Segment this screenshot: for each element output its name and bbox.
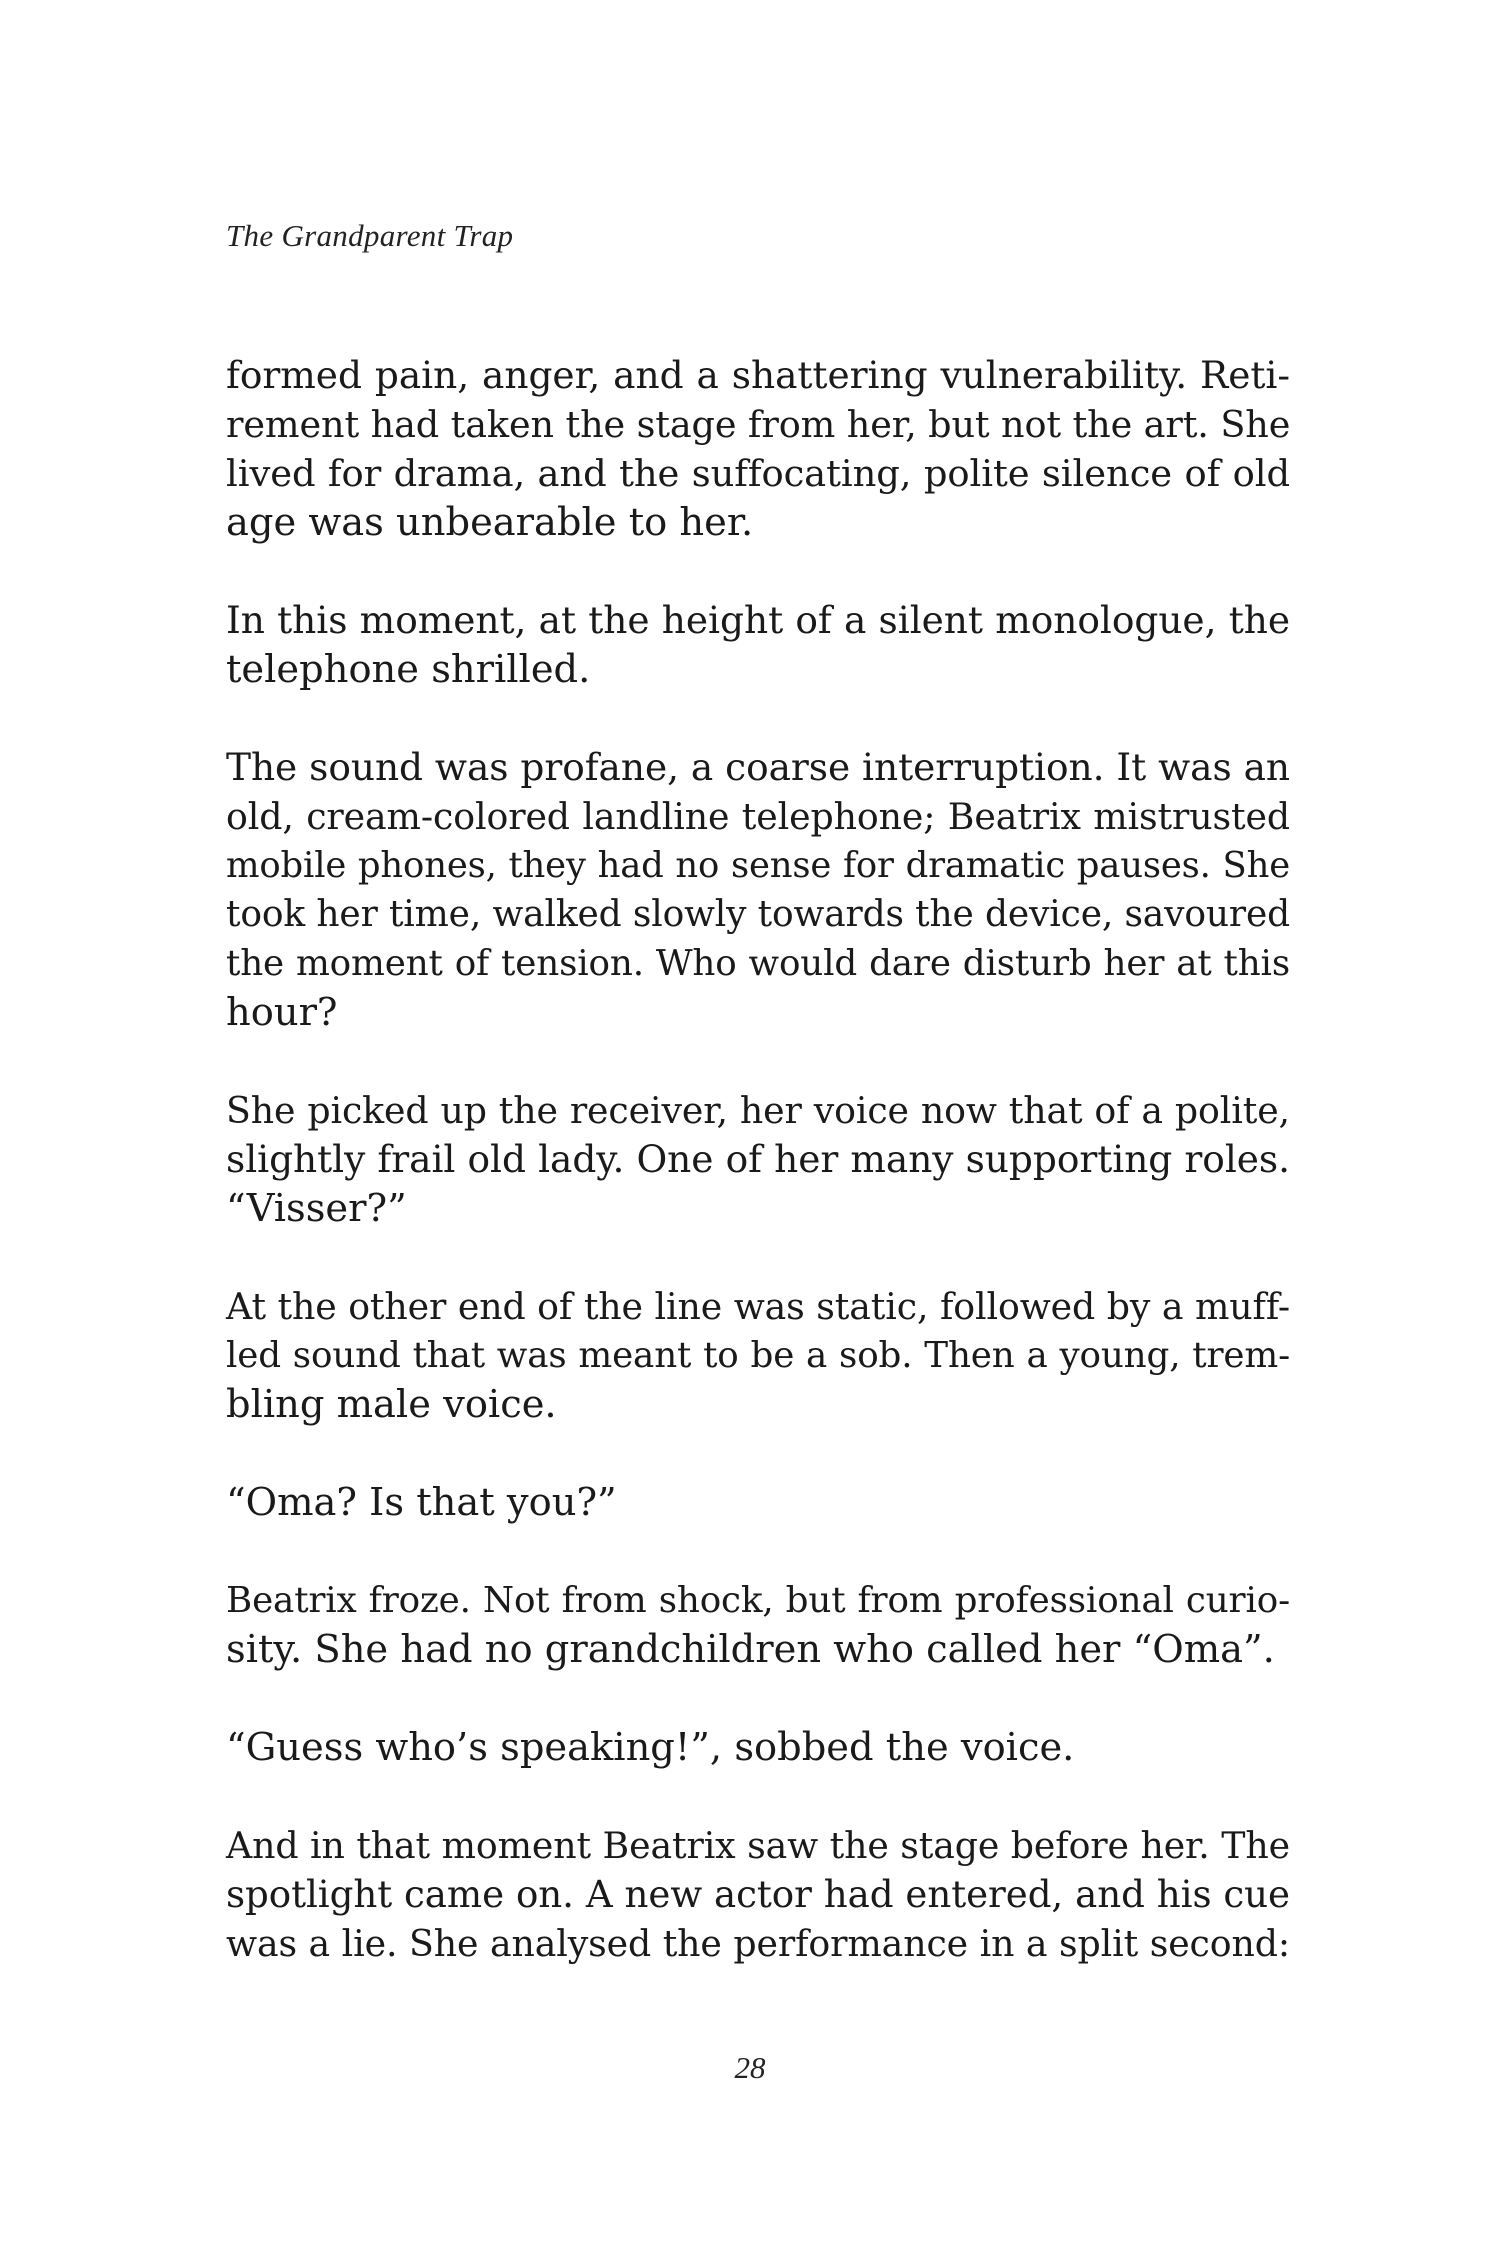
text-line: lived for drama, and the suffocating, polite silence of old xyxy=(226,452,1290,495)
text-line: sity. She had no grandchildren who called her “Oma”. xyxy=(226,1627,1275,1672)
text-line: spotlight came on. A new actor had entered, and his cue xyxy=(226,1872,1290,1916)
text-line: old, cream-colored landline telephone; Beatrix mistrusted xyxy=(226,795,1290,838)
text-line: “Visser?” xyxy=(226,1186,407,1231)
text-line: In this moment, at the height of a silent monologue, the xyxy=(226,598,1290,642)
text-line: “Oma? Is that you?” xyxy=(226,1480,617,1525)
paragraph xyxy=(226,1821,1290,1968)
text-line: formed pain, anger, and a shattering vulnerability. Reti- xyxy=(226,353,1290,397)
paragraph xyxy=(226,1723,1290,1772)
paragraph xyxy=(226,1478,1290,1527)
text-line: hour? xyxy=(226,990,338,1035)
paragraph xyxy=(226,1282,1290,1429)
text-line: was a lie. She analysed the performance in a split second: xyxy=(226,1922,1290,1965)
text-line: telephone shrilled. xyxy=(226,647,591,692)
paragraph xyxy=(226,596,1290,694)
text-line: “Guess who’s speaking!”, sobbed the voice. xyxy=(226,1725,1075,1770)
text-line: the moment of tension. Who would dare disturb her at this xyxy=(226,943,1290,984)
text-line: bling male voice. xyxy=(226,1382,557,1427)
text-line: And in that moment Beatrix saw the stage before her. The xyxy=(226,1824,1290,1867)
text-line: The sound was profane, a coarse interruption. It was an xyxy=(226,745,1290,789)
text-line: She picked up the receiver, her voice now that of a polite, xyxy=(226,1089,1290,1132)
text-line: age was unbearable to her. xyxy=(226,500,754,545)
running-head: The Grandparent Trap xyxy=(226,218,514,253)
page-number: 28 xyxy=(734,2050,766,2085)
text-line: At the other end of the line was static, followed by a muff- xyxy=(226,1285,1290,1328)
text-line: led sound that was meant to be a sob. Then a young, trem- xyxy=(226,1335,1290,1376)
text-line: took her time, walked slowly towards the device, savoured xyxy=(226,894,1291,935)
text-line: slightly frail old lady. One of her many supporting roles. xyxy=(226,1137,1290,1181)
paragraph xyxy=(226,1086,1290,1233)
body-text xyxy=(226,351,1290,2017)
paragraph xyxy=(226,351,1290,547)
text-line: mobile phones, they had no sense for dramatic pauses. She xyxy=(226,845,1290,886)
paragraph xyxy=(226,1576,1290,1674)
text-line: Beatrix froze. Not from shock, but from professional curio- xyxy=(226,1580,1290,1621)
text-line: rement had taken the stage from her, but not the art. She xyxy=(226,403,1291,446)
paragraph xyxy=(226,743,1290,1037)
